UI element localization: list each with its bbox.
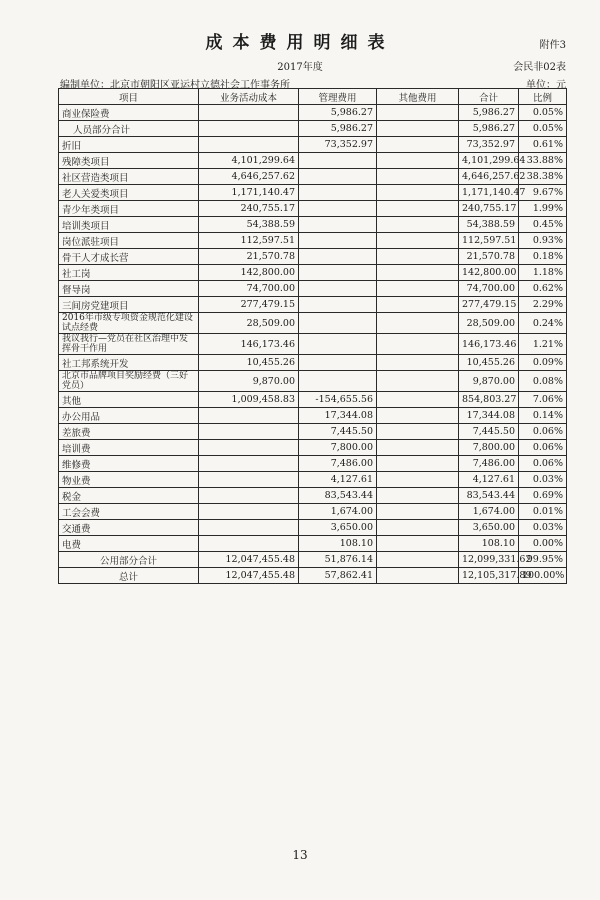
cell-admin: 3,650.00: [299, 520, 377, 536]
table-header-row: [59, 89, 567, 105]
cell-business: 277,479.15: [199, 297, 299, 313]
cell-other: [377, 201, 459, 217]
cell-admin: 57,862.41: [299, 568, 377, 584]
cell-business: 1,009,458.83: [199, 392, 299, 408]
cell-total: 108.10: [459, 536, 519, 552]
cell-admin: 7,800.00: [299, 440, 377, 456]
cell-total: 12,105,317.89: [459, 568, 519, 584]
row-label: 三间房党建项目: [59, 297, 199, 313]
cell-business: [199, 536, 299, 552]
cell-admin: [299, 169, 377, 185]
cell-admin: 7,486.00: [299, 456, 377, 472]
cell-total: 5,986.27: [459, 105, 519, 121]
cell-other: [377, 185, 459, 201]
cell-total: 73,352.97: [459, 137, 519, 153]
row-label: 工会会费: [59, 504, 199, 520]
cell-total: 54,388.59: [459, 217, 519, 233]
table-row: [59, 472, 567, 488]
cell-admin: 108.10: [299, 536, 377, 552]
fiscal-year: 2017年度: [277, 62, 323, 73]
cell-total: 12,099,331.62: [459, 552, 519, 568]
cell-ratio: 99.95%: [519, 552, 567, 568]
table-row: [59, 153, 567, 169]
table-row: [59, 121, 567, 137]
cell-admin: 7,445.50: [299, 424, 377, 440]
cell-ratio: 0.06%: [519, 456, 567, 472]
cell-ratio: 1.21%: [519, 334, 567, 355]
cell-admin: -154,655.56: [299, 392, 377, 408]
table-row: [59, 185, 567, 201]
page-number: 13: [292, 848, 308, 862]
cell-business: 12,047,455.48: [199, 568, 299, 584]
cell-business: [199, 137, 299, 153]
cell-ratio: 38.38%: [519, 169, 567, 185]
cell-other: [377, 371, 459, 392]
cell-other: [377, 334, 459, 355]
row-label: 电费: [59, 536, 199, 552]
cell-total: 4,127.61: [459, 472, 519, 488]
row-label: 交通费: [59, 520, 199, 536]
cell-ratio: 0.08%: [519, 371, 567, 392]
row-label: 2016年市级专项资金规范化建设试点经费: [59, 313, 199, 334]
form-number: 会民非02表: [513, 62, 566, 73]
cell-total: 112,597.51: [459, 233, 519, 249]
cell-total: 83,543.44: [459, 488, 519, 504]
table-row: [59, 201, 567, 217]
cell-business: [199, 105, 299, 121]
cell-business: 4,646,257.62: [199, 169, 299, 185]
cell-admin: [299, 201, 377, 217]
table-row: [59, 265, 567, 281]
cell-admin: [299, 371, 377, 392]
cell-admin: [299, 313, 377, 334]
table-row: [59, 552, 567, 568]
cell-business: [199, 408, 299, 424]
cell-business: 146,173.46: [199, 334, 299, 355]
cell-business: [199, 488, 299, 504]
row-label: 折旧: [59, 137, 199, 153]
table-row: [59, 456, 567, 472]
cell-business: 10,455.26: [199, 355, 299, 371]
cell-ratio: 1.18%: [519, 265, 567, 281]
column-header: 业务活动成本: [199, 89, 299, 105]
cell-other: [377, 233, 459, 249]
column-header: 管理费用: [299, 89, 377, 105]
cell-ratio: 0.05%: [519, 121, 567, 137]
table-row: [59, 520, 567, 536]
table-row: [59, 488, 567, 504]
row-label: 维修费: [59, 456, 199, 472]
cell-other: [377, 520, 459, 536]
cell-ratio: 0.45%: [519, 217, 567, 233]
cell-business: 1,171,140.47: [199, 185, 299, 201]
table-row: [59, 440, 567, 456]
cell-other: [377, 408, 459, 424]
cell-business: 54,388.59: [199, 217, 299, 233]
cell-ratio: 0.03%: [519, 520, 567, 536]
cell-ratio: 0.09%: [519, 355, 567, 371]
cell-business: 112,597.51: [199, 233, 299, 249]
cell-total: 7,800.00: [459, 440, 519, 456]
table-row: [59, 281, 567, 297]
row-label: 商业保险费: [59, 105, 199, 121]
cell-admin: 73,352.97: [299, 137, 377, 153]
row-label: 社工邦系统开发: [59, 355, 199, 371]
cell-other: [377, 488, 459, 504]
cell-ratio: 0.01%: [519, 504, 567, 520]
column-header: 比例: [519, 89, 567, 105]
cell-total: 21,570.78: [459, 249, 519, 265]
cell-other: [377, 472, 459, 488]
table-row: [59, 355, 567, 371]
cell-admin: [299, 265, 377, 281]
cell-ratio: 0.24%: [519, 313, 567, 334]
cell-other: [377, 121, 459, 137]
cell-other: [377, 169, 459, 185]
cell-other: [377, 568, 459, 584]
cell-business: [199, 440, 299, 456]
cell-business: [199, 456, 299, 472]
cell-total: 7,486.00: [459, 456, 519, 472]
cell-ratio: 0.69%: [519, 488, 567, 504]
cell-total: 146,173.46: [459, 334, 519, 355]
cost-detail-table: [58, 88, 567, 584]
cell-other: [377, 456, 459, 472]
cell-admin: 5,986.27: [299, 121, 377, 137]
cell-total: 4,646,257.62: [459, 169, 519, 185]
row-label: 社工岗: [59, 265, 199, 281]
cell-ratio: 7.06%: [519, 392, 567, 408]
cell-business: 28,509.00: [199, 313, 299, 334]
row-label: 我议我行—党员在社区治理中发挥骨干作用: [59, 334, 199, 355]
cell-ratio: 0.62%: [519, 281, 567, 297]
row-label: 公用部分合计: [59, 552, 199, 568]
table-row: [59, 424, 567, 440]
cell-admin: [299, 281, 377, 297]
cell-business: 4,101,299.64: [199, 153, 299, 169]
row-label: 办公用品: [59, 408, 199, 424]
cell-total: 9,870.00: [459, 371, 519, 392]
cell-total: 74,700.00: [459, 281, 519, 297]
cell-total: 1,171,140.47: [459, 185, 519, 201]
cell-other: [377, 424, 459, 440]
cell-ratio: 1.99%: [519, 201, 567, 217]
cell-other: [377, 137, 459, 153]
table-row: [59, 217, 567, 233]
cell-other: [377, 313, 459, 334]
cell-business: 9,870.00: [199, 371, 299, 392]
row-label: 税金: [59, 488, 199, 504]
row-label: 岗位派驻项目: [59, 233, 199, 249]
annex-label: 附件3: [539, 40, 566, 51]
cell-total: 17,344.08: [459, 408, 519, 424]
cell-admin: [299, 355, 377, 371]
cell-other: [377, 504, 459, 520]
table-row: [59, 313, 567, 334]
cell-total: 7,445.50: [459, 424, 519, 440]
preparing-unit: 编制单位：北京市朝阳区亚运村立德社会工作事务所: [60, 80, 290, 91]
cell-admin: 17,344.08: [299, 408, 377, 424]
cell-ratio: 0.06%: [519, 440, 567, 456]
cell-total: 142,800.00: [459, 265, 519, 281]
cell-ratio: 0.61%: [519, 137, 567, 153]
cell-other: [377, 392, 459, 408]
cell-other: [377, 217, 459, 233]
row-label: 差旅费: [59, 424, 199, 440]
cell-other: [377, 249, 459, 265]
cell-ratio: 0.14%: [519, 408, 567, 424]
cell-ratio: 0.06%: [519, 424, 567, 440]
table-row: [59, 249, 567, 265]
cell-admin: [299, 233, 377, 249]
row-label: 残障类项目: [59, 153, 199, 169]
row-label: 物业费: [59, 472, 199, 488]
table-row: [59, 504, 567, 520]
row-label: 总计: [59, 568, 199, 584]
column-header: 项目: [59, 89, 199, 105]
row-label: 培训费: [59, 440, 199, 456]
cell-ratio: 33.88%: [519, 153, 567, 169]
cell-other: [377, 536, 459, 552]
row-label: 青少年类项目: [59, 201, 199, 217]
cell-other: [377, 105, 459, 121]
row-label: 督导岗: [59, 281, 199, 297]
cell-business: [199, 472, 299, 488]
cell-total: 3,650.00: [459, 520, 519, 536]
cell-total: 240,755.17: [459, 201, 519, 217]
table-row: [59, 233, 567, 249]
cell-ratio: 0.03%: [519, 472, 567, 488]
row-label: 老人关爱类项目: [59, 185, 199, 201]
cell-other: [377, 440, 459, 456]
table-row: [59, 371, 567, 392]
table-row: [59, 105, 567, 121]
cell-ratio: 0.00%: [519, 536, 567, 552]
cell-other: [377, 297, 459, 313]
cell-other: [377, 281, 459, 297]
table-row: [59, 137, 567, 153]
table-row: [59, 392, 567, 408]
cell-ratio: 0.05%: [519, 105, 567, 121]
cell-total: 28,509.00: [459, 313, 519, 334]
row-label: 北京市品牌项目奖励经费（三好党员）: [59, 371, 199, 392]
cell-admin: [299, 249, 377, 265]
cell-admin: [299, 217, 377, 233]
cell-business: 74,700.00: [199, 281, 299, 297]
cell-ratio: 0.18%: [519, 249, 567, 265]
cell-admin: [299, 334, 377, 355]
cell-business: 142,800.00: [199, 265, 299, 281]
cell-business: 240,755.17: [199, 201, 299, 217]
row-label: 社区营造类项目: [59, 169, 199, 185]
cell-other: [377, 552, 459, 568]
row-label: 人员部分合计: [59, 121, 199, 137]
cell-total: 10,455.26: [459, 355, 519, 371]
cell-business: [199, 504, 299, 520]
page-title: 成本费用明细表: [205, 33, 395, 53]
cell-other: [377, 355, 459, 371]
cell-total: 854,803.27: [459, 392, 519, 408]
row-label: 骨干人才成长营: [59, 249, 199, 265]
cell-admin: 1,674.00: [299, 504, 377, 520]
cell-total: 1,674.00: [459, 504, 519, 520]
cell-admin: 51,876.14: [299, 552, 377, 568]
cell-business: [199, 121, 299, 137]
cell-total: 277,479.15: [459, 297, 519, 313]
cell-business: 12,047,455.48: [199, 552, 299, 568]
table-row: [59, 408, 567, 424]
cell-admin: 83,543.44: [299, 488, 377, 504]
cell-business: [199, 424, 299, 440]
cell-admin: [299, 185, 377, 201]
cell-total: 4,101,299.64: [459, 153, 519, 169]
cell-admin: 5,986.27: [299, 105, 377, 121]
cell-business: [199, 520, 299, 536]
cell-other: [377, 265, 459, 281]
table-row: [59, 297, 567, 313]
cell-ratio: 9.67%: [519, 185, 567, 201]
column-header: 合计: [459, 89, 519, 105]
row-label: 其他: [59, 392, 199, 408]
table-row: [59, 568, 567, 584]
cell-other: [377, 153, 459, 169]
cell-ratio: 0.93%: [519, 233, 567, 249]
table-row: [59, 334, 567, 355]
column-header: 其他费用: [377, 89, 459, 105]
cell-ratio: 100.00%: [519, 568, 567, 584]
cell-admin: 4,127.61: [299, 472, 377, 488]
cell-admin: [299, 153, 377, 169]
currency-unit: 单位：元: [526, 80, 566, 91]
table-row: [59, 169, 567, 185]
cell-business: 21,570.78: [199, 249, 299, 265]
cell-ratio: 2.29%: [519, 297, 567, 313]
row-label: 培训类项目: [59, 217, 199, 233]
cell-admin: [299, 297, 377, 313]
cell-total: 5,986.27: [459, 121, 519, 137]
table-row: [59, 536, 567, 552]
